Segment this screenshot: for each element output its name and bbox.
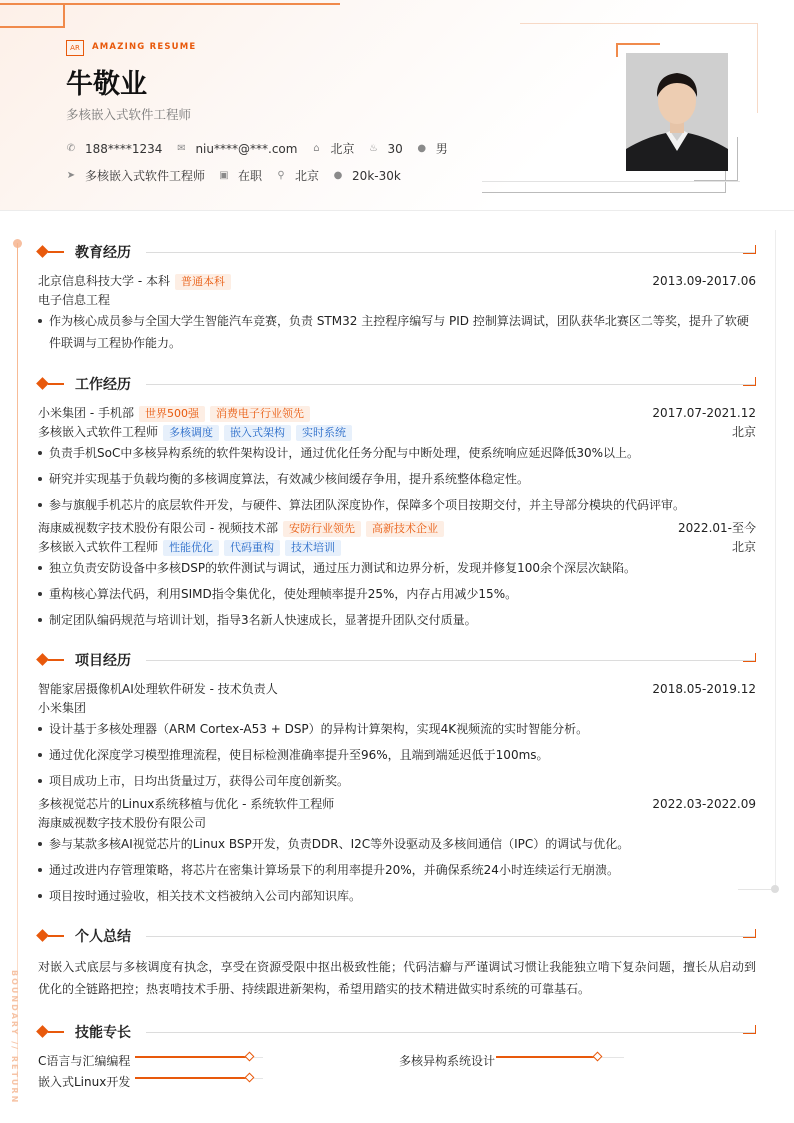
skill-level-knob — [245, 1052, 255, 1062]
section-header — [38, 241, 756, 263]
project-row — [38, 680, 756, 699]
list-item: 研究并实现基于负载均衡的多核调度算法，有效减少核间缓存争用，提升系统整体稳定性。 — [38, 468, 756, 490]
job-date: 2017.07-2021.12 — [652, 406, 756, 420]
list-item: 作为核心成员参与全国大学生智能汽车竞赛，负责 STM32 主控程序编写与 PID 控制算法调试，团队获华北赛区二等奖，提升了软硬件联调与工程协作能力。 — [38, 310, 756, 354]
section-corner-icon — [743, 653, 756, 662]
school-name: 北京信息科技大学 - 本科 — [38, 274, 170, 288]
age-info — [368, 142, 402, 156]
gender-icon: ● — [417, 142, 427, 154]
salary-info — [333, 169, 401, 183]
job-location: 北京 — [731, 540, 756, 554]
project-org-row — [38, 699, 756, 718]
candidate-name: 牛敬业 — [66, 69, 147, 100]
person-photo-illustration — [626, 53, 728, 171]
section-corner-icon — [743, 929, 756, 938]
city-info — [311, 140, 354, 157]
section-dash — [48, 251, 64, 253]
section-title: 个人总结 — [75, 929, 131, 945]
list-item: 负责手机SoC中多核异构系统的软件架构设计，通过优化任务分配与中断处理，使系统响应延迟降低30%以上。 — [38, 442, 756, 464]
skill-level-knob — [245, 1073, 255, 1083]
job-date: 2022.01-至今 — [678, 521, 756, 535]
age-text: 30 — [387, 141, 403, 156]
section-dash — [48, 935, 64, 937]
logo-badge: AR — [66, 40, 84, 56]
intent-info — [66, 167, 205, 184]
section-diamond-icon — [36, 929, 49, 942]
role-tag: 多核调度 — [163, 425, 219, 441]
company-tag: 世界500强 — [139, 406, 205, 422]
section-divider — [146, 384, 756, 385]
skill-level-bar — [135, 1077, 250, 1079]
project-org-row — [38, 814, 756, 833]
company-tag: 高新技术企业 — [366, 521, 444, 537]
money-icon: ● — [333, 169, 343, 181]
gender-info — [417, 140, 448, 157]
section-dash — [48, 383, 64, 385]
location-text: 北京 — [295, 169, 320, 183]
cake-icon: ♨ — [368, 142, 378, 154]
status-info — [219, 167, 262, 184]
education-row — [38, 272, 756, 291]
job-company-row — [38, 404, 756, 423]
section-dash — [48, 1031, 64, 1033]
education-date: 2013.09-2017.06 — [652, 274, 756, 288]
contact-info-row — [66, 140, 462, 157]
location-info — [276, 167, 319, 184]
list-item: 项目成功上市，日均出货量过万，获得公司年度创新奖。 — [38, 770, 756, 792]
phone-text: 188****1234 — [85, 141, 163, 156]
list-item: 设计基于多核处理器（ARM Cortex-A53 + DSP）的异构计算架构，实现4K视频流的实时智能分析。 — [38, 718, 756, 740]
list-item: 参与旗舰手机芯片的底层软件开发，与硬件、算法团队深度协作，保障多个项目按期交付，并主导部分模块的代码评审。 — [38, 494, 756, 516]
section-divider — [146, 936, 756, 937]
email-info — [176, 142, 297, 156]
job-role: 多核嵌入式软件工程师 — [38, 425, 159, 439]
skill-level-knob — [593, 1052, 603, 1062]
skill-name: C语言与汇编编程 — [38, 1054, 131, 1068]
section-diamond-icon — [36, 245, 49, 258]
job-role-row — [38, 538, 756, 557]
education-section — [38, 241, 756, 354]
list-item: 通过优化深度学习模型推理流程，使目标检测准确率提升至96%，且端到端延迟低于100ms。 — [38, 744, 756, 766]
company-name: 海康威视数字技术股份有限公司 - 视频技术部 — [38, 521, 278, 535]
skill-level-bar — [135, 1056, 250, 1058]
project-name: 多核视觉芯片的Linux系统移植与优化 - 系统软件工程师 — [38, 797, 335, 811]
section-header — [38, 925, 756, 947]
role-tag: 性能优化 — [163, 540, 219, 556]
section-corner-icon — [743, 1025, 756, 1034]
send-icon: ➤ — [66, 169, 76, 181]
projects-section — [38, 649, 756, 907]
mail-icon: ✉ — [177, 142, 186, 154]
role-tag: 实时系统 — [296, 425, 352, 441]
email-text: niu****@***.com — [195, 141, 298, 156]
briefcase-icon: ▣ — [219, 169, 229, 181]
city-text: 北京 — [330, 142, 355, 156]
home-icon: ⌂ — [313, 142, 320, 154]
section-header — [38, 1021, 756, 1043]
section-divider — [146, 660, 756, 661]
intent-text: 多核嵌入式软件工程师 — [85, 169, 206, 183]
job-company-row — [38, 519, 756, 538]
list-item: 独立负责安防设备中多核DSP的软件测试与调试，通过压力测试和边界分析，发现并修复100余个深层次缺陷。 — [38, 557, 756, 579]
job-role: 多核嵌入式软件工程师 — [38, 540, 159, 554]
role-tag: 技术培训 — [285, 540, 341, 556]
right-deco-dot — [771, 885, 779, 893]
company-tag: 消费电子行业领先 — [210, 406, 310, 422]
status-text: 在职 — [238, 169, 263, 183]
section-divider — [146, 1032, 756, 1033]
major: 电子信息工程 — [38, 293, 111, 307]
side-watermark: BOUNDARY // RETURN — [10, 970, 19, 1105]
section-divider — [146, 252, 756, 253]
school-tag: 普通本科 — [175, 274, 231, 290]
section-corner-icon — [743, 245, 756, 254]
project-org: 小米集团 — [38, 701, 87, 715]
section-dash — [48, 659, 64, 661]
gender-text: 男 — [435, 142, 448, 156]
section-header — [38, 373, 756, 395]
project-date: 2018.05-2019.12 — [652, 682, 756, 696]
project-row — [38, 795, 756, 814]
list-item: 参与某款多核AI视觉芯片的Linux BSP开发，负责DDR、I2C等外设驱动及多核间通信（IPC）的调试与优化。 — [38, 833, 756, 855]
role-tag: 嵌入式架构 — [224, 425, 291, 441]
summary-text: 对嵌入式底层与多核调度有执念，享受在资源受限中抠出极致性能；代码洁癖与严谨调试习惯让我能独立啃下复杂问题，擅长从启动到优化的全链路把控；热衷啃技术手册、持续跟进新架构，希望用踏实的技术精进做实时系统的可靠基石。 — [38, 960, 756, 996]
job-role-row — [38, 423, 756, 442]
section-diamond-icon — [36, 1025, 49, 1038]
section-title: 工作经历 — [75, 377, 131, 393]
summary-section — [38, 925, 756, 1000]
company-tag: 安防行业领先 — [283, 521, 361, 537]
work-section — [38, 373, 756, 631]
list-item: 项目按时通过验收，相关技术文档被纳入公司内部知识库。 — [38, 885, 756, 907]
section-title: 教育经历 — [75, 245, 131, 261]
section-title: 技能专长 — [75, 1025, 131, 1041]
list-item: 制定团队编码规范与培训计划，指导3名新人快速成长，显著提升团队交付质量。 — [38, 609, 756, 631]
salary-text: 20k-30k — [352, 168, 401, 183]
right-deco-bar — [775, 230, 776, 890]
phone-info — [66, 142, 162, 156]
project-name: 智能家居摄像机AI处理软件研发 - 技术负责人 — [38, 682, 278, 696]
candidate-title: 多核嵌入式软件工程师 — [66, 107, 192, 122]
project-org: 海康威视数字技术股份有限公司 — [38, 816, 207, 830]
company-name: 小米集团 - 手机部 — [38, 406, 134, 420]
profile-photo — [626, 53, 728, 171]
phone-icon: ✆ — [66, 142, 76, 154]
major-row — [38, 291, 756, 310]
timeline-bar — [17, 243, 18, 1093]
section-header — [38, 649, 756, 671]
job-info-row — [66, 167, 415, 184]
list-item: 通过改进内存管理策略，将芯片在密集计算场景下的利用率提升20%，并确保系统24小时连续运行无崩溃。 — [38, 859, 756, 881]
skill-level-bar — [496, 1056, 598, 1058]
skill-name: 多核异构系统设计 — [399, 1054, 496, 1068]
location-pin-icon: ⚲ — [277, 169, 285, 181]
skill-name: 嵌入式Linux开发 — [38, 1075, 131, 1089]
section-corner-icon — [743, 377, 756, 386]
project-date: 2022.03-2022.09 — [652, 797, 756, 811]
photo-deco-line — [482, 181, 740, 182]
header-accent-corner — [0, 3, 65, 28]
job-location: 北京 — [731, 425, 756, 439]
list-item: 重构核心算法代码，利用SIMD指令集优化，使处理帧率提升25%，内存占用减少15%。 — [38, 583, 756, 605]
role-tag: 代码重构 — [224, 540, 280, 556]
skills-section — [38, 1021, 756, 1091]
section-title: 项目经历 — [75, 653, 131, 669]
section-diamond-icon — [36, 377, 49, 390]
logo-text: AMAZING RESUME — [92, 42, 197, 52]
section-diamond-icon — [36, 653, 49, 666]
